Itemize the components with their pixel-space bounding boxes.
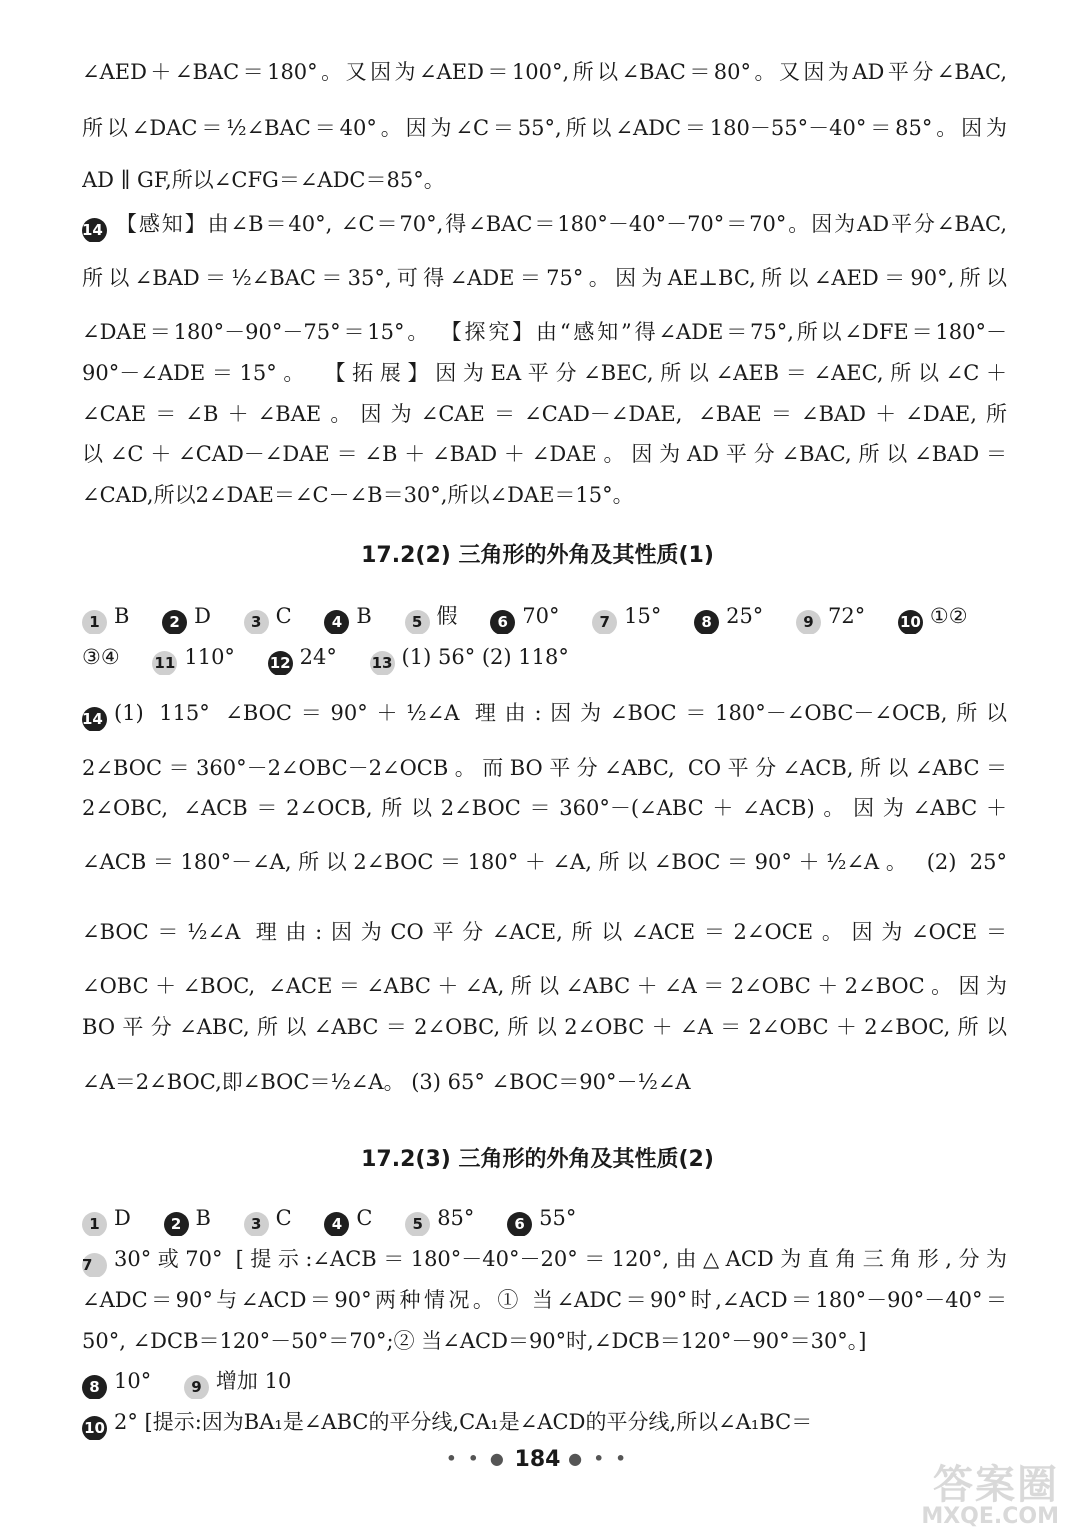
text-line: 以∠C＋∠CAD－∠DAE＝∠B＋∠BAD＋∠DAE。因为AD平分∠BAC,所以∠BAD＝ bbox=[82, 442, 1007, 466]
problem-14-line bbox=[82, 697, 1007, 731]
question-number-badge: 1 bbox=[82, 610, 107, 634]
text-line: 2∠BOC＝360°－2∠OBC－2∠OCB。而BO平分∠ABC, CO平分∠ACB,所以∠ABC＝ bbox=[82, 756, 1007, 780]
answer-row bbox=[82, 641, 1007, 675]
text-line: 90°－∠ADE＝15°。 【拓展】因为EA平分∠BEC,所以∠AEB＝∠AEC,所以∠C＋ bbox=[82, 361, 1007, 385]
question-number-badge: 9 bbox=[184, 1375, 209, 1399]
decorative-dots-right: ● • • bbox=[568, 1449, 629, 1468]
answer-value: B bbox=[356, 604, 372, 628]
question-number-badge: 12 bbox=[268, 651, 293, 675]
answer-value: ①② bbox=[929, 604, 968, 628]
text-line: 2° [提示:因为BA₁是∠ABC的平分线,CA₁是∠ACD的平分线,所以∠A₁BC＝ bbox=[114, 1410, 813, 1434]
watermark-text: 答案圈 bbox=[933, 1462, 1059, 1508]
page-number: 184 bbox=[514, 1447, 561, 1472]
question-number-badge: 5 bbox=[405, 1212, 430, 1236]
text-line: ∠CAE＝∠B＋∠BAE。因为∠CAE＝∠CAD－∠DAE, ∠BAE＝∠BAD＋∠DAE,所 bbox=[82, 402, 1007, 426]
question-number-badge: 5 bbox=[405, 610, 430, 634]
question-number-badge: 10 bbox=[898, 610, 923, 634]
text-line: 2∠OBC, ∠ACB＝2∠OCB,所以2∠BOC＝360°－(∠ABC＋∠ACB)。因为∠ABC＋ bbox=[82, 796, 1007, 820]
text-line: ∠ADC＝90°与∠ACD＝90°两种情况。① 当∠ADC＝90°时,∠ACD＝180°－90°－40°＝ bbox=[82, 1288, 1007, 1312]
problem-7-line bbox=[82, 1243, 1007, 1277]
question-number-badge: 14 bbox=[82, 218, 107, 242]
text-line: 【感知】由∠B＝40°, ∠C＝70°,得∠BAC＝180°－40°－70°＝70°。因为AD平分∠BAC, bbox=[114, 212, 1007, 236]
text-line: AD ∥ GF,所以∠CFG＝∠ADC＝85°。 bbox=[82, 168, 445, 192]
answer-value: 增加 10 bbox=[215, 1369, 292, 1393]
answer-value: (1) 56° (2) 118° bbox=[401, 645, 569, 669]
text-line: ∠DAE＝180°－90°－75°＝15°。 【探究】由“感知”得∠ADE＝75°,所以∠DFE＝180°－ bbox=[82, 320, 1007, 344]
question-number-badge: 9 bbox=[796, 610, 821, 634]
answer-row bbox=[82, 1202, 1007, 1236]
text-line: ∠A＝2∠BOC,即∠BOC＝½∠A。 (3) 65° ∠BOC＝90°－½∠A bbox=[82, 1070, 691, 1094]
decorative-dots-left: • • ● bbox=[446, 1449, 507, 1468]
question-number-badge: 4 bbox=[324, 610, 349, 634]
question-number-badge: 13 bbox=[370, 651, 395, 675]
answer-value: 110° bbox=[184, 645, 235, 669]
answer-value: 72° bbox=[828, 604, 866, 628]
answer-value: 70° bbox=[522, 604, 560, 628]
watermark-logo bbox=[889, 1464, 1059, 1528]
text-line: ∠CAD,所以2∠DAE＝∠C－∠B＝30°,所以∠DAE＝15°。 bbox=[82, 483, 634, 507]
watermark-url: MXQE.COM bbox=[921, 1504, 1059, 1529]
question-number-badge: 2 bbox=[164, 1212, 189, 1236]
answer-value: B bbox=[114, 604, 130, 628]
question-number-badge: 2 bbox=[162, 610, 187, 634]
answer-value: 15° bbox=[624, 604, 662, 628]
section-heading: 17.2(3) 三角形的外角及其性质(2) bbox=[361, 1147, 714, 1172]
text-line: 所以∠DAC＝½∠BAC＝40°。因为∠C＝55°,所以∠ADC＝180－55°－40°＝85°。因为 bbox=[82, 116, 1007, 140]
text-line: (1) 115° ∠BOC＝90°＋½∠A 理由:因为∠BOC＝180°－∠OBC－∠OCB,所以 bbox=[114, 701, 1007, 725]
answer-row bbox=[82, 1365, 1007, 1399]
text-line: ∠AED＋∠BAC＝180°。又因为∠AED＝100°,所以∠BAC＝80°。又因为AD平分∠BAC, bbox=[82, 60, 1007, 84]
question-number-badge: 3 bbox=[244, 1212, 269, 1236]
answer-value: ③④ bbox=[82, 645, 120, 669]
text-line: 所以∠BAD＝½∠BAC＝35°,可得∠ADE＝75°。因为AE⊥BC,所以∠AED＝90°,所以 bbox=[82, 266, 1007, 290]
question-number-badge: 6 bbox=[507, 1212, 532, 1236]
text-line: ∠ACB＝180°－∠A,所以2∠BOC＝180°＋∠A,所以∠BOC＝90°＋½∠A。 (2) 25° bbox=[82, 850, 1007, 874]
answer-value: D bbox=[194, 604, 211, 628]
problem-14-line bbox=[82, 208, 1007, 242]
answer-value: C bbox=[356, 1206, 373, 1230]
question-number-badge: 7 bbox=[592, 610, 617, 634]
question-number-badge: 14 bbox=[82, 707, 107, 731]
text-line: 30°或70° [提示:∠ACB＝180°－40°－20°＝120°,由△ACD为直角三角形,分为 bbox=[114, 1247, 1007, 1271]
question-number-badge: 7 bbox=[82, 1253, 107, 1277]
question-number-badge: 10 bbox=[82, 1416, 107, 1440]
answer-value: C bbox=[275, 604, 292, 628]
answer-row bbox=[82, 600, 1007, 634]
answer-value: 10° bbox=[114, 1369, 152, 1393]
question-number-badge: 11 bbox=[152, 651, 177, 675]
question-number-badge: 8 bbox=[694, 610, 719, 634]
question-number-badge: 4 bbox=[324, 1212, 349, 1236]
question-number-badge: 6 bbox=[490, 610, 515, 634]
text-line: ∠BOC＝½∠A 理由:因为CO平分∠ACE,所以∠ACE＝2∠OCE。因为∠OCE＝ bbox=[82, 920, 1007, 944]
answer-value: 55° bbox=[539, 1206, 577, 1230]
question-number-badge: 8 bbox=[82, 1375, 107, 1399]
text-line: 50°, ∠DCB＝120°－50°＝70°;② 当∠ACD＝90°时,∠DCB＝120°－90°＝30°。] bbox=[82, 1329, 867, 1353]
answer-value: D bbox=[114, 1206, 131, 1230]
text-line: ∠OBC＋∠BOC, ∠ACE＝∠ABC＋∠A,所以∠ABC＋∠A＝2∠OBC＋2∠BOC。因为 bbox=[82, 974, 1007, 998]
answer-value: 假 bbox=[436, 604, 458, 628]
text-line: BO平分∠ABC,所以∠ABC＝2∠OBC,所以2∠OBC＋∠A＝2∠OBC＋2∠BOC,所以 bbox=[82, 1015, 1007, 1039]
question-number-badge: 3 bbox=[244, 610, 269, 634]
answer-value: 24° bbox=[299, 645, 337, 669]
answer-value: C bbox=[275, 1206, 292, 1230]
answer-value: B bbox=[195, 1206, 211, 1230]
answer-value: 85° bbox=[437, 1206, 475, 1230]
section-heading: 17.2(2) 三角形的外角及其性质(1) bbox=[361, 543, 714, 568]
problem-10-line bbox=[82, 1406, 1007, 1440]
answer-value: 25° bbox=[726, 604, 764, 628]
question-number-badge: 1 bbox=[82, 1212, 107, 1236]
